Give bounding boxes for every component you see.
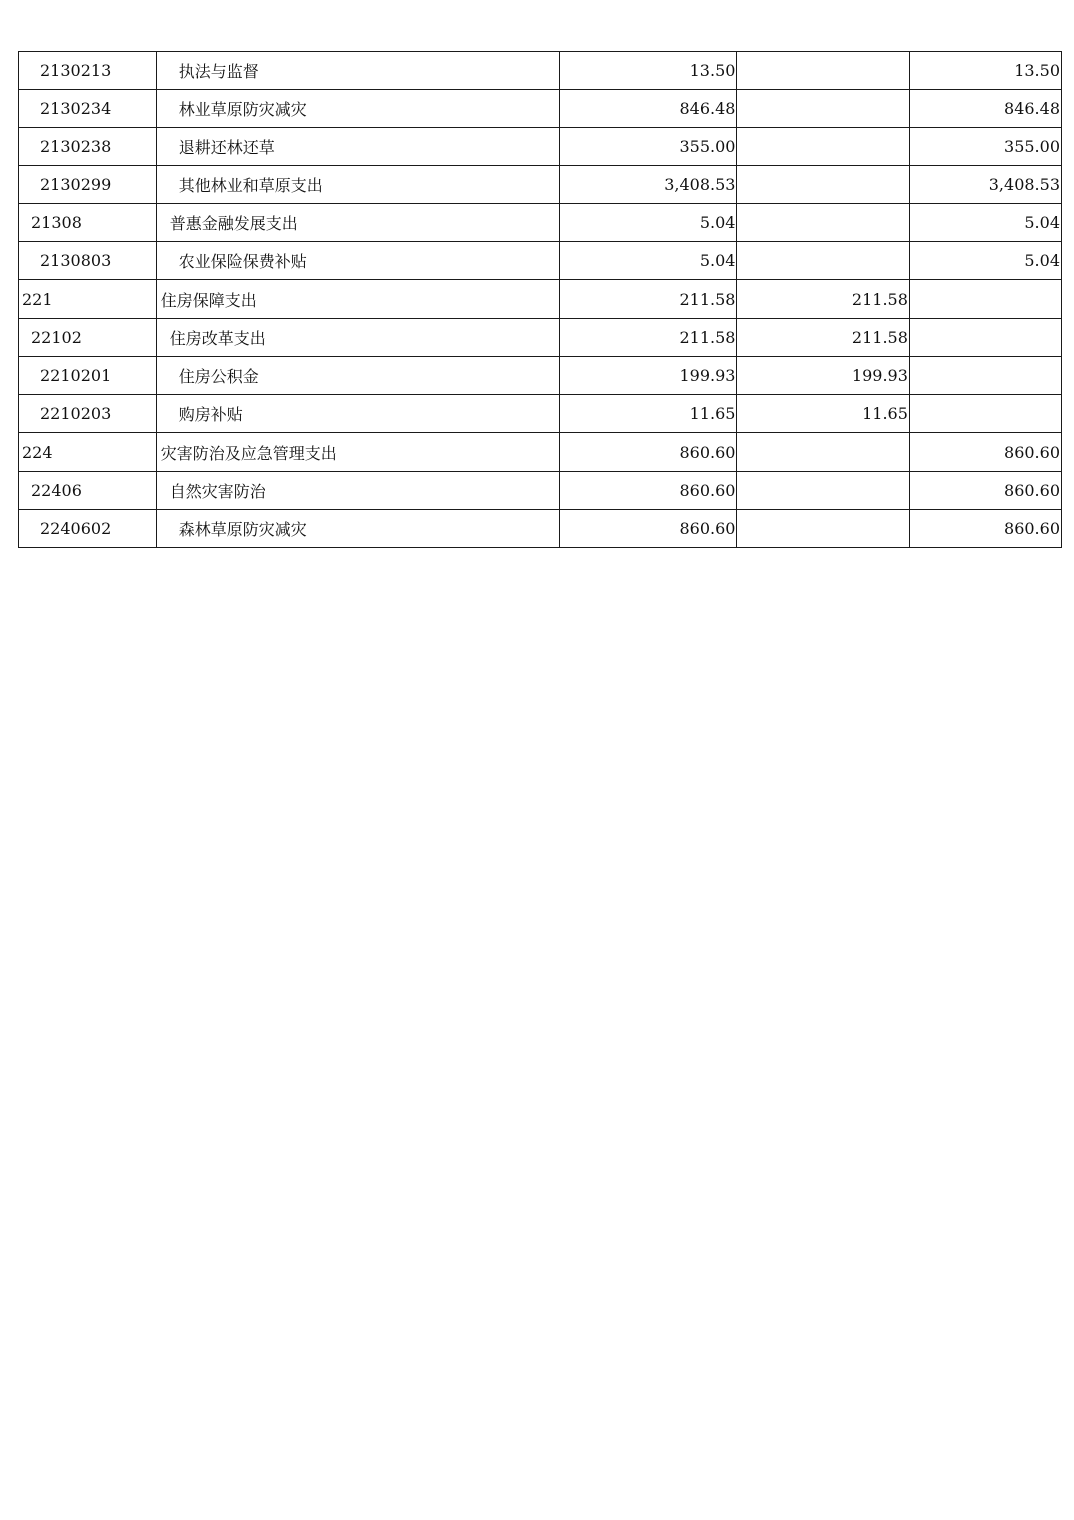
table-row [19, 166, 1062, 204]
subject-code-cell: 2130213 [19, 52, 157, 90]
subject-name-cell: 住房公积金 [156, 357, 559, 395]
subject-name-cell: 住房改革支出 [156, 319, 559, 357]
table-row [19, 204, 1062, 242]
total-amount-cell: 5.04 [559, 242, 737, 280]
subject-name-cell: 住房保障支出 [156, 280, 559, 319]
subject-name-cell: 林业草原防灾减灾 [156, 90, 559, 128]
subject-code-cell: 21308 [19, 204, 157, 242]
budget-table-body [19, 52, 1062, 548]
basic-expenditure-cell [737, 90, 909, 128]
subject-code-cell: 22102 [19, 319, 157, 357]
basic-expenditure-cell [737, 433, 909, 472]
subject-name-cell: 其他林业和草原支出 [156, 166, 559, 204]
total-amount-cell: 846.48 [559, 90, 737, 128]
total-amount-cell: 860.60 [559, 510, 737, 548]
basic-expenditure-cell: 211.58 [737, 280, 909, 319]
table-row [19, 510, 1062, 548]
total-amount-cell: 355.00 [559, 128, 737, 166]
basic-expenditure-cell [737, 166, 909, 204]
project-expenditure-cell: 860.60 [909, 433, 1061, 472]
basic-expenditure-cell: 199.93 [737, 357, 909, 395]
basic-expenditure-cell [737, 204, 909, 242]
total-amount-cell: 860.60 [559, 433, 737, 472]
project-expenditure-cell [909, 280, 1061, 319]
subject-code-cell: 2210203 [19, 395, 157, 433]
subject-code-cell: 224 [19, 433, 157, 472]
total-amount-cell: 13.50 [559, 52, 737, 90]
table-row [19, 242, 1062, 280]
basic-expenditure-cell: 211.58 [737, 319, 909, 357]
project-expenditure-cell: 355.00 [909, 128, 1061, 166]
total-amount-cell: 11.65 [559, 395, 737, 433]
table-row [19, 280, 1062, 319]
table-row [19, 433, 1062, 472]
subject-name-cell: 森林草原防灾减灾 [156, 510, 559, 548]
total-amount-cell: 211.58 [559, 280, 737, 319]
project-expenditure-cell [909, 319, 1061, 357]
project-expenditure-cell: 846.48 [909, 90, 1061, 128]
table-row [19, 52, 1062, 90]
subject-name-cell: 农业保险保费补贴 [156, 242, 559, 280]
table-row [19, 357, 1062, 395]
table-row [19, 395, 1062, 433]
project-expenditure-cell: 860.60 [909, 510, 1061, 548]
subject-code-cell: 2130238 [19, 128, 157, 166]
project-expenditure-cell: 13.50 [909, 52, 1061, 90]
project-expenditure-cell [909, 357, 1061, 395]
subject-name-cell: 退耕还林还草 [156, 128, 559, 166]
table-row [19, 90, 1062, 128]
project-expenditure-cell: 3,408.53 [909, 166, 1061, 204]
project-expenditure-cell [909, 395, 1061, 433]
subject-code-cell: 2130299 [19, 166, 157, 204]
subject-name-cell: 自然灾害防治 [156, 472, 559, 510]
total-amount-cell: 211.58 [559, 319, 737, 357]
subject-name-cell: 灾害防治及应急管理支出 [156, 433, 559, 472]
total-amount-cell: 860.60 [559, 472, 737, 510]
project-expenditure-cell: 5.04 [909, 242, 1061, 280]
subject-code-cell: 22406 [19, 472, 157, 510]
total-amount-cell: 3,408.53 [559, 166, 737, 204]
basic-expenditure-cell [737, 510, 909, 548]
subject-code-cell: 2130803 [19, 242, 157, 280]
subject-code-cell: 2210201 [19, 357, 157, 395]
project-expenditure-cell: 5.04 [909, 204, 1061, 242]
basic-expenditure-cell: 11.65 [737, 395, 909, 433]
total-amount-cell: 5.04 [559, 204, 737, 242]
subject-code-cell: 221 [19, 280, 157, 319]
total-amount-cell: 199.93 [559, 357, 737, 395]
subject-code-cell: 2130234 [19, 90, 157, 128]
table-row [19, 319, 1062, 357]
project-expenditure-cell: 860.60 [909, 472, 1061, 510]
subject-name-cell: 购房补贴 [156, 395, 559, 433]
table-row [19, 128, 1062, 166]
subject-code-cell: 2240602 [19, 510, 157, 548]
subject-name-cell: 执法与监督 [156, 52, 559, 90]
table-row [19, 472, 1062, 510]
budget-table [18, 51, 1062, 548]
basic-expenditure-cell [737, 128, 909, 166]
subject-name-cell: 普惠金融发展支出 [156, 204, 559, 242]
basic-expenditure-cell [737, 472, 909, 510]
basic-expenditure-cell [737, 242, 909, 280]
basic-expenditure-cell [737, 52, 909, 90]
